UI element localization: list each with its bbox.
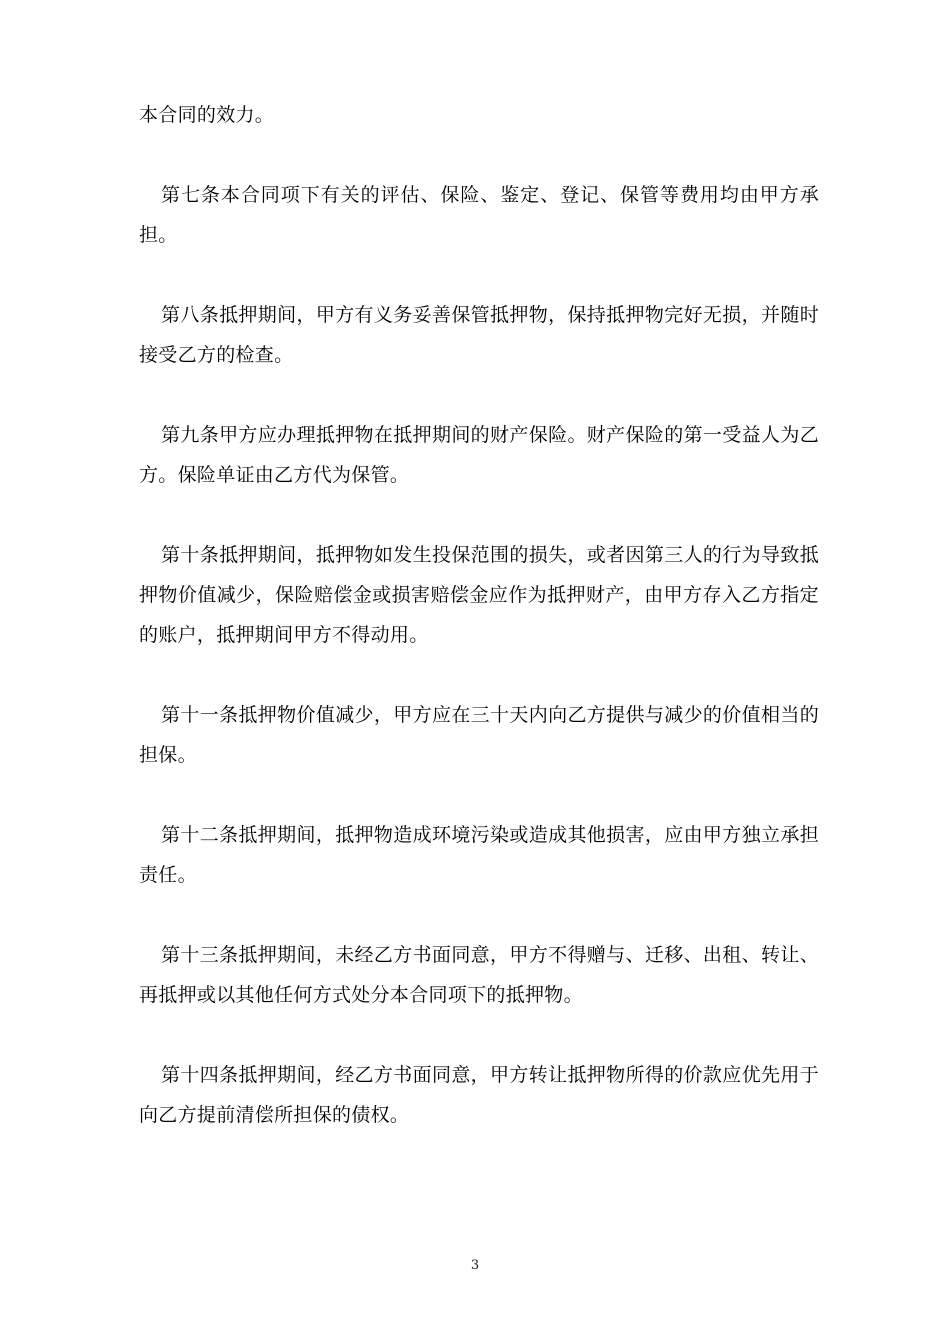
article-9: 第九条甲方应办理抵押物在抵押期间的财产保险。财产保险的第一受益人为乙方。保险单证由乙方代为保管。 — [139, 424, 819, 486]
article-14: 第十四条抵押期间，经乙方书面同意，甲方转让抵押物所得的价款应优先用于向乙方提前清偿所担保的债权。 — [139, 1064, 819, 1126]
page-number: 3 — [470, 1258, 480, 1273]
paragraph-continuation: 本合同的效力。 — [139, 104, 275, 126]
article-8: 第八条抵押期间，甲方有义务妥善保管抵押物，保持抵押物完好无损，并随时接受乙方的检查。 — [139, 304, 819, 366]
article-7: 第七条本合同项下有关的评估、保险、鉴定、登记、保管等费用均由甲方承担。 — [139, 184, 819, 246]
article-11: 第十一条抵押物价值减少，甲方应在三十天内向乙方提供与减少的价值相当的担保。 — [139, 704, 819, 766]
document-body — [139, 95, 819, 1175]
article-12: 第十二条抵押期间，抵押物造成环境污染或造成其他损害，应由甲方独立承担责任。 — [139, 824, 819, 886]
article-10: 第十条抵押期间，抵押物如发生投保范围的损失，或者因第三人的行为导致抵押物价值减少，保险赔偿金或损害赔偿金应作为抵押财产，由甲方存入乙方指定的账户，抵押期间甲方不得动用。 — [139, 544, 819, 646]
article-13: 第十三条抵押期间，未经乙方书面同意，甲方不得赠与、迁移、出租、转让、再抵押或以其他任何方式处分本合同项下的抵押物。 — [139, 944, 819, 1006]
